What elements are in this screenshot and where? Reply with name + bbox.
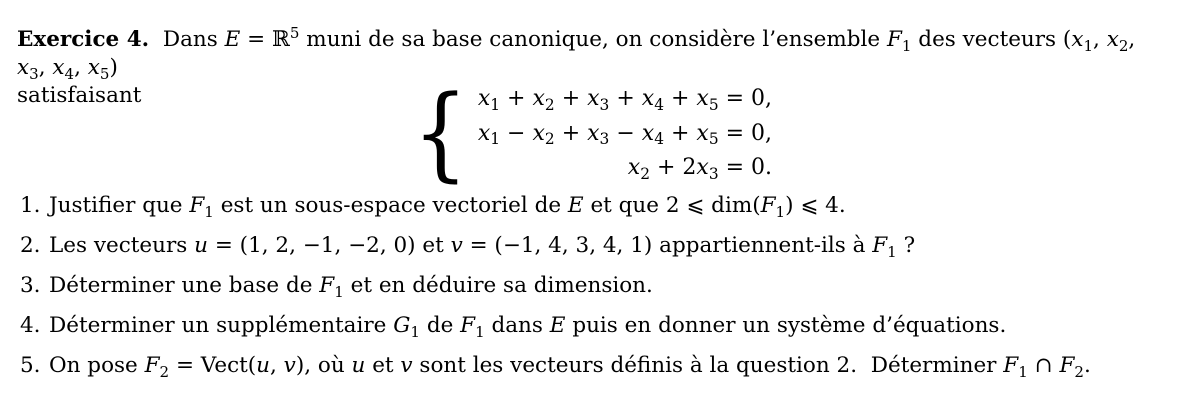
question-text: On pose $F_2$ = Vect(u, v), où u et v sont les vecteurs définis à la question 2. Déterminer $F_1$ ∩ $F_2$. <box>49 353 1091 381</box>
equation-column <box>478 82 772 186</box>
question-number: 4. <box>20 313 41 338</box>
question-number: 5. <box>20 353 41 378</box>
equation-row-3: $x_2 + 2x_3 = 0$. <box>627 155 773 183</box>
question-item-1 <box>20 192 1170 220</box>
question-text: Déterminer une base de $F_1$ et en déduire sa dimension. <box>49 273 653 301</box>
question-number: 2. <box>20 233 41 258</box>
left-brace-glyph: { <box>412 73 468 193</box>
equation-system <box>0 73 1180 193</box>
question-number: 3. <box>20 273 41 298</box>
question-list <box>20 192 1170 392</box>
question-item-4 <box>20 312 1170 340</box>
question-text: Justifier que $F_1$ est un sous-espace vectoriel de E et que 2 ⩽ $dim(F_1)$ ⩽ 4. <box>49 193 846 221</box>
question-number: 1. <box>20 193 41 218</box>
equation-row-1: $x_1 + x_2 + x_3 + x_4 + x_5 = 0$, <box>477 86 773 114</box>
question-text: Déterminer un supplémentaire $G_1$ de $F_1$ dans E puis en donner un système d’équations. <box>49 313 1007 341</box>
equation-row-2: $x_1 - x_2 + x_3 - x_4 + x_5 = 0$, <box>477 120 773 149</box>
question-item-2 <box>20 232 1170 260</box>
exercise-intro: Exercice 4. Dans E = ℝ$^5$ muni de sa base canonique, on considère l’ensemble $F_1$ des vecteurs ($x_1$, $x_2$, $x_3$, $x_4$, $x_5$) satisfaisant <box>17 24 1136 108</box>
question-item-5 <box>20 352 1170 380</box>
question-text: Les vecteurs u = (1, 2, −1, −2, 0) et v = (−1, 4, 3, 4, 1) appartiennent-ils à $F_1$ ? <box>49 233 916 261</box>
question-item-3 <box>20 272 1170 300</box>
